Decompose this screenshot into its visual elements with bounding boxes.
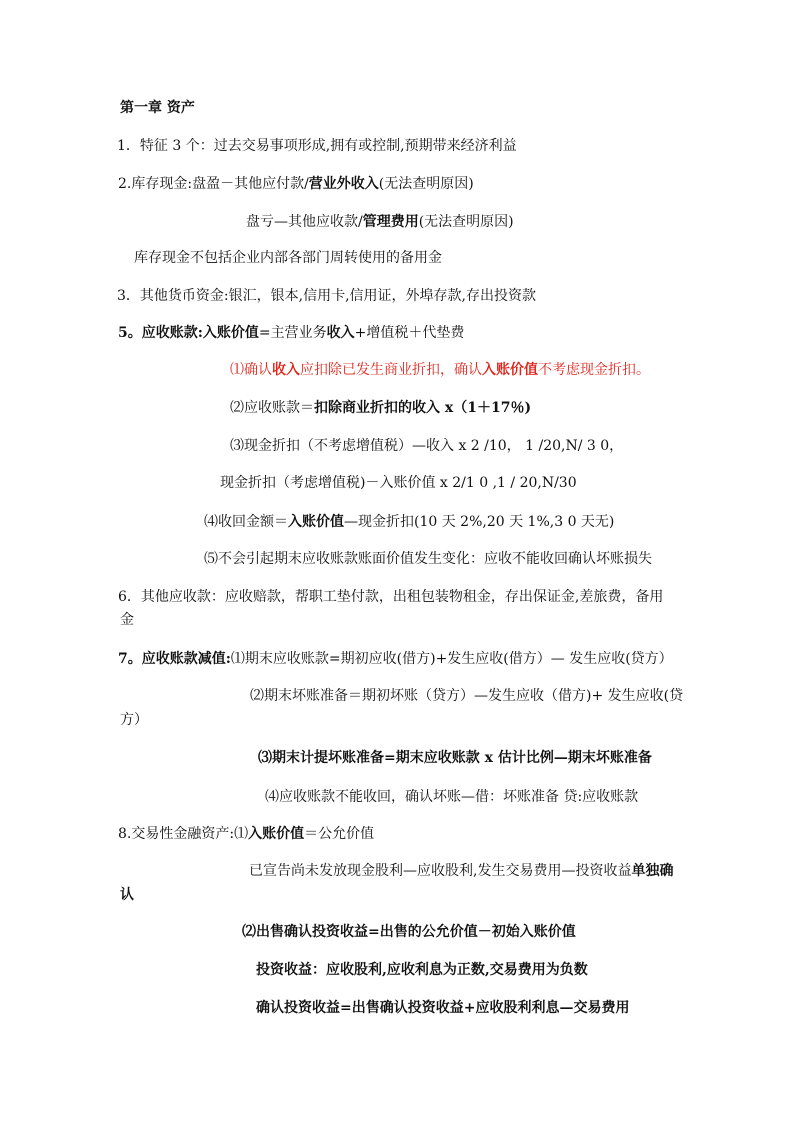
investment-income-formula: 确认投资收益=出售确认投资收益+应收股利利息—交易费用: [256, 1000, 630, 1016]
item-7-3: ⑶期末计提坏账准备=期末应收账款 x 估计比例—期末坏账准备: [258, 750, 652, 766]
text: 不考虑现金折扣。: [538, 362, 650, 378]
item-6-other-receivables: 6．其他应收款：应收赔款，帮职工垫付款，出租包装物租金，存出保证金,差旅费，备用: [118, 589, 664, 605]
investment-income-note: 投资收益：应收股利,应收利息为正数,交易费用为负数: [256, 962, 588, 978]
item-5-accounts-receivable: [118, 323, 464, 343]
text: (无法查明原因): [378, 176, 474, 192]
bold-term: 入账价值: [288, 514, 344, 530]
item-8-note-wrap: 认: [120, 887, 134, 903]
text: 应扣除已发生商业折扣，确认: [300, 362, 482, 378]
bold-term: 收入: [326, 325, 355, 341]
item-8-2: ⑵出售确认投资收益=出售的公允价值－初始入账价值: [242, 924, 576, 940]
item-7-2-wrap: 方）: [120, 712, 148, 728]
item-5-4: [204, 512, 614, 532]
bold-term: 入账价值: [482, 362, 538, 378]
item-6-wrap: 金: [120, 612, 134, 628]
cash-note: 库存现金不包括企业内部各部门周转使用的备用金: [134, 250, 442, 266]
text: —现金折扣(10 天 2%,20 天 1%,3 0 天无): [344, 514, 615, 530]
bold-term: 入账价值: [248, 826, 305, 842]
text: 已宣告尚未发放现金股利—应收股利,发生交易费用—投资收益: [249, 863, 632, 879]
text: ⑷收回金额＝: [204, 514, 288, 530]
item-5-3-cash-discount-vat: 现金折扣（考虑增值税)－入账价值 x 2/1 0 ,1 / 20,N/30: [220, 475, 577, 491]
item-2-cash-shortage: [246, 212, 514, 232]
text: ⑵应收账款＝: [230, 400, 314, 416]
item-7-2: ⑵期末坏账准备＝期初坏账（贷方）—发生应收（借方)+ 发生应收(贷: [250, 688, 684, 704]
bold-term: 5。应收账款:入账价值: [118, 325, 259, 341]
item-1-features: 1．特征 3 个：过去交易事项形成,拥有或控制,预期带来经济利益: [117, 138, 517, 154]
bold-term: 扣除商业折扣的收入 x（1＋17％): [314, 400, 532, 416]
bold-term: 单独确: [631, 863, 674, 879]
item-7-impairment: [118, 649, 673, 669]
item-2-cash-surplus: [118, 174, 474, 194]
text: (无法查明原因): [418, 214, 514, 230]
item-5-3-cash-discount: ⑶现金折扣（不考虑增值税）—收入 x 2 /10， 1 /20,N/ 3 0，: [230, 438, 624, 454]
text: =主营业务: [258, 325, 327, 341]
item-5-1-note: [230, 360, 650, 380]
text: 盘亏—其他应收款/: [246, 214, 363, 230]
text: ⑴确认: [230, 362, 272, 378]
item-5-5: ⑸不会引起期末应收账款账面价值发生变化：应收不能收回确认坏账损失: [204, 551, 652, 567]
text: 8.交易性金融资产:⑴: [118, 826, 249, 842]
text: 2.库存现金:盘盈－其他应付款/: [118, 176, 309, 192]
text: ＝公允价值: [304, 826, 375, 842]
item-7-4: ⑷应收账款不能收回，确认坏账—借：坏账准备 贷:应收账款: [265, 789, 639, 805]
item-3-other-monetary-funds: 3．其他货币资金:银汇，银本,信用卡,信用证，外埠存款,存出投资款: [117, 288, 536, 304]
bold-term: 收入: [272, 362, 300, 378]
text: +增值税＋代垫费: [354, 325, 465, 341]
item-5-2: [230, 398, 531, 418]
chapter-title: 第一章 资产: [120, 100, 195, 116]
item-8-note: [249, 861, 673, 881]
bold-term: 营业外收入: [308, 176, 379, 192]
text: ⑴期末应收账款=期初应收(借方)+发生应收(借方）— 发生应收(贷方）: [230, 651, 673, 667]
bold-term: 管理费用: [362, 214, 419, 230]
item-8-trading-assets: [118, 824, 374, 844]
bold-term: 7。应收账款减值:: [118, 651, 231, 667]
